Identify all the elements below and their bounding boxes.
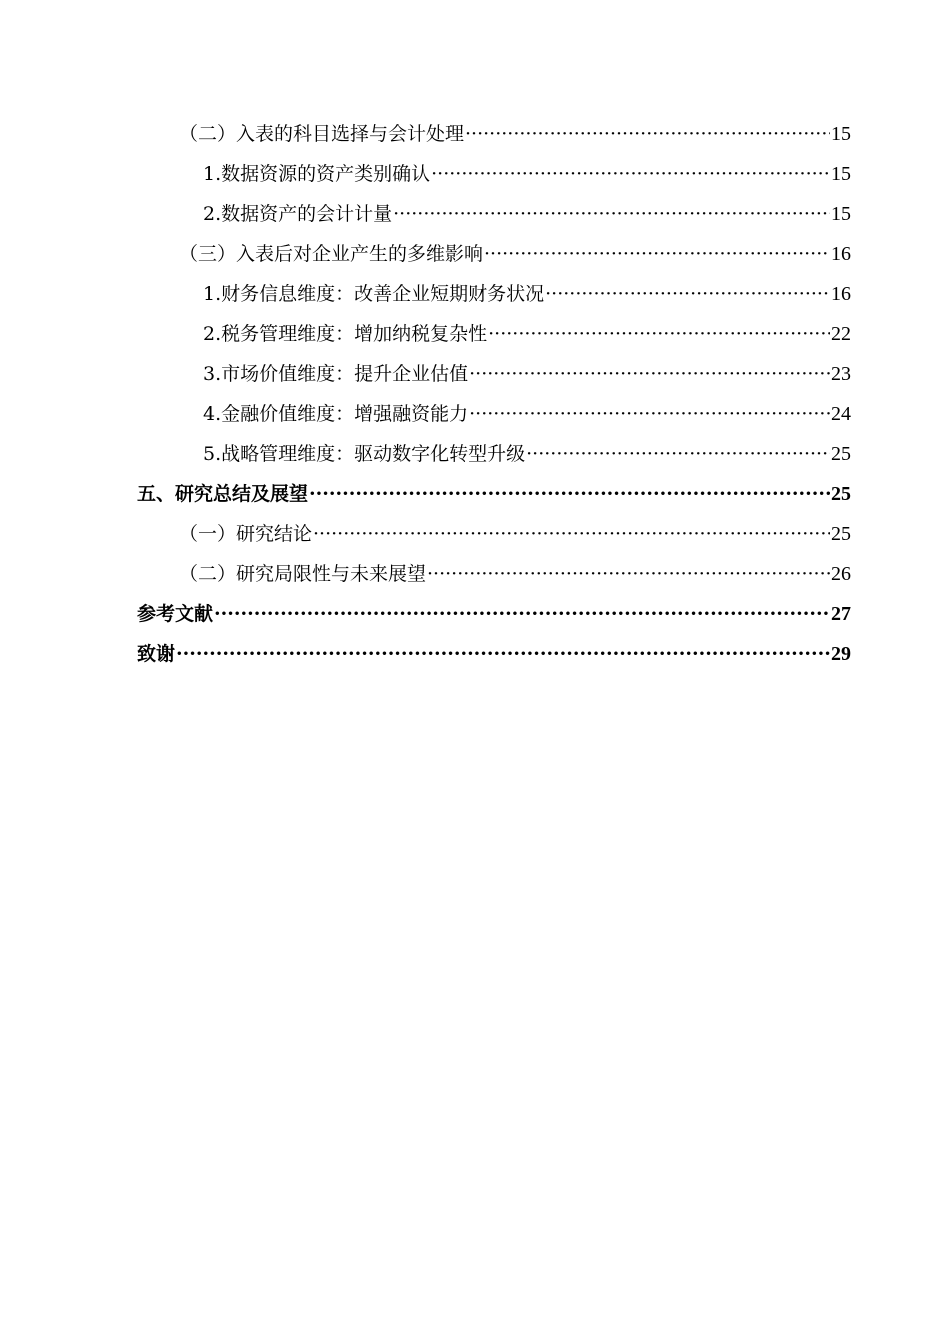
toc-entry-page: 16 bbox=[831, 283, 851, 305]
toc-entry-page: 16 bbox=[831, 243, 851, 265]
toc-entry[interactable] bbox=[137, 434, 851, 474]
toc-entry-page: 24 bbox=[831, 403, 851, 425]
toc-entry-label: （三）入表后对企业产生的多维影响 bbox=[179, 243, 484, 265]
toc-chapter-entry[interactable] bbox=[137, 634, 851, 674]
toc-entry-label: 1.财务信息维度：改善企业短期财务状况 bbox=[203, 283, 545, 305]
toc-entry-page: 26 bbox=[831, 563, 851, 585]
toc-entry-page: 15 bbox=[831, 203, 851, 225]
toc-entry-page: 23 bbox=[831, 363, 851, 385]
toc-entry-page: 22 bbox=[831, 323, 851, 345]
toc-entry[interactable] bbox=[137, 554, 851, 594]
toc-entry[interactable] bbox=[137, 394, 851, 434]
toc-entry-page: 25 bbox=[831, 523, 851, 545]
toc-entry-label: 3.市场价值维度：提升企业估值 bbox=[203, 363, 469, 385]
toc-dot-leader bbox=[488, 314, 830, 354]
toc-entry-page: 15 bbox=[831, 123, 851, 145]
toc-entry-label: 5.战略管理维度：驱动数字化转型升级 bbox=[203, 443, 526, 465]
toc-dot-leader bbox=[545, 274, 830, 314]
toc-entry-label: （二）入表的科目选择与会计处理 bbox=[179, 123, 465, 145]
toc-entry-label: 五、研究总结及展望 bbox=[137, 483, 309, 505]
toc-dot-leader bbox=[309, 474, 830, 514]
toc-dot-leader bbox=[526, 434, 830, 474]
toc-dot-leader bbox=[313, 514, 830, 554]
toc-entry-label: 2.税务管理维度：增加纳税复杂性 bbox=[203, 323, 488, 345]
toc-entry[interactable] bbox=[137, 194, 851, 234]
toc-entry-page: 15 bbox=[831, 163, 851, 185]
toc-entry[interactable] bbox=[137, 274, 851, 314]
toc-entry-label: 1.数据资源的资产类别确认 bbox=[203, 163, 431, 185]
toc-entry[interactable] bbox=[137, 234, 851, 274]
toc-entry[interactable] bbox=[137, 514, 851, 554]
toc-entry[interactable] bbox=[137, 354, 851, 394]
toc-dot-leader bbox=[469, 394, 830, 434]
table-of-contents bbox=[137, 114, 851, 674]
toc-chapter-entry[interactable] bbox=[137, 594, 851, 634]
toc-entry-label: 4.金融价值维度：增强融资能力 bbox=[203, 403, 469, 425]
toc-entry-label: 2.数据资产的会计计量 bbox=[203, 203, 393, 225]
toc-entry[interactable] bbox=[137, 114, 851, 154]
toc-chapter-entry[interactable] bbox=[137, 474, 851, 514]
toc-dot-leader bbox=[469, 354, 830, 394]
toc-entry-label: （一）研究结论 bbox=[179, 523, 313, 545]
toc-entry-page: 25 bbox=[831, 483, 851, 505]
toc-dot-leader bbox=[176, 634, 830, 674]
toc-dot-leader bbox=[427, 554, 830, 594]
toc-dot-leader bbox=[484, 234, 830, 274]
toc-entry-page: 29 bbox=[831, 643, 851, 665]
toc-entry[interactable] bbox=[137, 314, 851, 354]
toc-entry-page: 27 bbox=[831, 603, 851, 625]
toc-entry-label: 致谢 bbox=[137, 643, 176, 665]
toc-dot-leader bbox=[431, 154, 830, 194]
toc-entry-label: （二）研究局限性与未来展望 bbox=[179, 563, 427, 585]
toc-entry[interactable] bbox=[137, 154, 851, 194]
toc-entry-page: 25 bbox=[831, 443, 851, 465]
toc-dot-leader bbox=[393, 194, 830, 234]
toc-dot-leader bbox=[465, 114, 830, 154]
toc-entry-label: 参考文献 bbox=[137, 603, 214, 625]
toc-dot-leader bbox=[214, 594, 830, 634]
